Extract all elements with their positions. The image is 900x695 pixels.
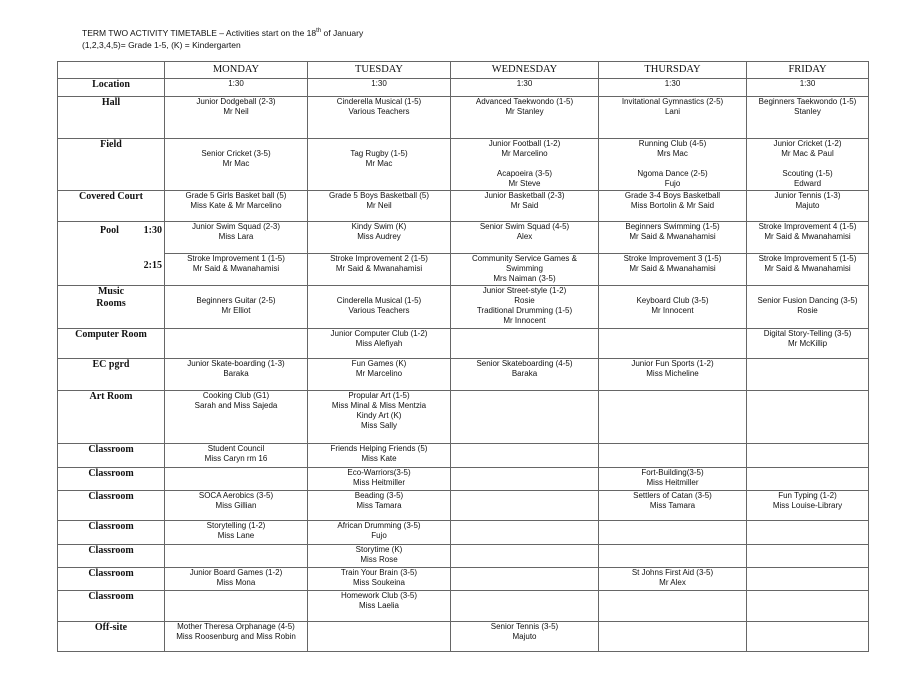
activity-cell	[747, 622, 869, 652]
activity-cell	[451, 568, 599, 591]
day-header-tuesday: TUESDAY	[308, 62, 451, 79]
activity-cell	[599, 254, 747, 286]
location-row	[58, 391, 869, 444]
activity-cell	[451, 591, 599, 622]
activity-detail: Miss Sally	[360, 421, 397, 430]
activity-cell	[165, 222, 308, 254]
activity-name: SOCA Aerobics (3-5)	[198, 491, 274, 500]
activity-name: Beginners Swimming (1-5)	[625, 222, 720, 231]
activity-cell	[165, 468, 308, 491]
activity-detail: Mr Steve	[508, 179, 541, 188]
activity-cell	[747, 444, 869, 468]
location-row	[58, 591, 869, 622]
activity-name	[167, 286, 305, 296]
activity-timetable	[57, 61, 869, 652]
start-time: 1:30	[165, 79, 308, 97]
activity-name	[310, 286, 448, 296]
activity-name: Junior Board Games (1-2)	[189, 568, 283, 577]
activity-name: Cooking Club (G1)	[202, 391, 270, 400]
activity-detail: Miss Roosenburg and Miss Robin	[176, 632, 296, 641]
activity-name: Running Club (4-5)	[638, 139, 707, 148]
activity-cell	[165, 139, 308, 191]
corner-cell	[58, 62, 165, 79]
activity-cell	[599, 622, 747, 652]
activity-cell	[308, 139, 451, 191]
location-row	[58, 622, 869, 652]
location-row	[58, 97, 869, 139]
activity-cell	[451, 391, 599, 444]
activity-cell	[165, 622, 308, 652]
activity-cell	[308, 329, 451, 359]
activity-detail: Miss Kate & Mr Marcelino	[190, 201, 282, 210]
activity-cell	[599, 191, 747, 222]
activity-name: Fort-Building(3-5)	[641, 468, 704, 477]
activity-detail: Swimming	[506, 264, 543, 273]
activity-detail: Miss Heitmiller	[646, 478, 699, 487]
activity-name: Junior Street-style (1-2)	[482, 286, 567, 295]
activity-cell	[451, 329, 599, 359]
activity-cell	[747, 591, 869, 622]
activity-name: Beading (3-5)	[354, 491, 404, 500]
location-time-row	[58, 79, 869, 97]
activity-detail	[749, 159, 866, 169]
activity-name: Junior Tennis (1-3)	[774, 191, 841, 200]
activity-cell	[308, 254, 451, 286]
activity-detail: Miss Tamara	[356, 501, 402, 510]
activity-name: Stroke Improvement 2 (1-5)	[330, 254, 428, 263]
activity-cell	[308, 191, 451, 222]
activity-cell	[308, 521, 451, 545]
activity-detail: Mr Innocent	[651, 306, 694, 315]
location-label: Art Room	[58, 391, 165, 444]
activity-name	[167, 139, 305, 149]
activity-cell	[308, 359, 451, 391]
activity-cell	[165, 521, 308, 545]
activity-cell	[599, 139, 747, 191]
activity-name: Junior Basketball (2-3)	[484, 191, 565, 200]
activity-name: Advanced Taekwondo (1-5)	[475, 97, 574, 106]
activity-cell	[308, 622, 451, 652]
activity-name: Student Council	[207, 444, 265, 453]
activity-detail: Mr Stanley	[505, 107, 544, 116]
activity-detail: Mr Marcelino	[355, 369, 403, 378]
activity-detail: Miss Bortolin & Mr Said	[630, 201, 715, 210]
start-time: 1:30	[308, 79, 451, 97]
activity-name: Kindy Swim (K)	[351, 222, 407, 231]
activity-cell	[747, 191, 869, 222]
activity-cell	[599, 391, 747, 444]
activity-cell	[165, 254, 308, 286]
activity-detail: Mr Elliot	[221, 306, 251, 315]
activity-detail: Mr Said & Mwanahamisi	[192, 264, 280, 273]
activity-cell	[165, 391, 308, 444]
activity-name: Stroke Improvement 1 (1-5)	[187, 254, 285, 263]
activity-detail: Miss Audrey	[357, 232, 401, 241]
activity-detail: Miss Laelia	[358, 601, 399, 610]
activity-detail: Scouting (1-5)	[782, 169, 833, 178]
activity-name: Junior Swim Squad (2-3)	[191, 222, 281, 231]
activity-detail: Miss Kate	[361, 454, 397, 463]
pool-session-time: 1:30	[143, 225, 162, 236]
activity-cell	[747, 468, 869, 491]
activity-cell	[451, 139, 599, 191]
location-row	[58, 468, 869, 491]
activity-detail: Miss Tamara	[649, 501, 696, 510]
activity-detail: Miss Rose	[360, 555, 398, 564]
location-label: Classroom	[58, 568, 165, 591]
location-row	[58, 444, 869, 468]
activity-detail: Mrs Mac	[657, 149, 688, 158]
activity-cell	[747, 254, 869, 286]
activity-cell	[599, 521, 747, 545]
activity-cell	[165, 97, 308, 139]
activity-name: Cinderella Musical (1-5)	[336, 97, 422, 106]
activity-detail: Kindy Art (K)	[356, 411, 402, 420]
activity-cell	[451, 359, 599, 391]
activity-detail: Stanley	[794, 107, 821, 116]
start-time: 1:30	[451, 79, 599, 97]
activity-cell	[308, 545, 451, 568]
location-label: Off-site	[58, 622, 165, 652]
activity-cell	[165, 359, 308, 391]
location-label: Classroom	[58, 468, 165, 491]
activity-cell	[308, 568, 451, 591]
activity-cell	[165, 286, 308, 329]
pool-session-time: 2:15	[143, 260, 162, 271]
location-label-pool	[58, 222, 165, 286]
activity-detail: Ngoma Dance (2-5)	[637, 169, 708, 178]
activity-detail: Cinderella Musical (1-5)	[336, 296, 422, 305]
activity-detail: Mr Mac	[365, 159, 393, 168]
activity-detail: Mr Said	[510, 201, 539, 210]
activity-cell	[308, 222, 451, 254]
activity-cell	[747, 391, 869, 444]
activity-cell	[599, 591, 747, 622]
activity-detail: Mr Said & Mwanahamisi	[764, 232, 851, 241]
activity-detail: Miss Mona	[216, 578, 256, 587]
activity-name: Grade 3-4 Boys Basketball	[624, 191, 721, 200]
activity-detail: Mr Said & Mwanahamisi	[629, 232, 716, 241]
activity-detail: Lani	[664, 107, 681, 116]
activity-cell	[308, 591, 451, 622]
activity-cell	[599, 444, 747, 468]
activity-cell	[165, 491, 308, 521]
activity-cell	[308, 444, 451, 468]
activity-cell	[599, 286, 747, 329]
activity-name: Fun Games (K)	[351, 359, 407, 368]
activity-name: St Johns First Aid (3-5)	[631, 568, 714, 577]
grade-legend: (1,2,3,4,5)= Grade 1-5, (K) = Kindergarten	[82, 40, 241, 50]
activity-cell	[747, 521, 869, 545]
day-header-monday: MONDAY	[165, 62, 308, 79]
activity-detail: Majuto	[512, 632, 537, 641]
activity-cell	[599, 97, 747, 139]
activity-cell	[599, 491, 747, 521]
activity-cell	[747, 491, 869, 521]
activity-cell	[451, 286, 599, 329]
activity-detail: Miss Gillian	[215, 501, 257, 510]
location-row	[58, 521, 869, 545]
location-label: Hall	[58, 97, 165, 139]
activity-detail: Miss Lara	[218, 232, 254, 241]
activity-name: Junior Skate-boarding (1-3)	[187, 359, 285, 368]
activity-name: Settlers of Catan (3-5)	[633, 491, 712, 500]
activity-detail: Fujo	[664, 179, 681, 188]
location-label: Classroom	[58, 444, 165, 468]
activity-detail: Sarah and Miss Sajeda	[194, 401, 278, 410]
activity-name: Junior Computer Club (1-2)	[330, 329, 428, 338]
location-label: Music Rooms	[58, 286, 165, 329]
activity-detail: Edward	[793, 179, 822, 188]
activity-cell	[747, 222, 869, 254]
start-time: 1:30	[747, 79, 869, 97]
activity-cell	[165, 444, 308, 468]
activity-name: Community Service Games &	[472, 254, 577, 263]
activity-cell	[165, 568, 308, 591]
location-label: Computer Room	[58, 329, 165, 359]
activity-detail: Baraka	[223, 369, 249, 378]
activity-name: Junior Fun Sports (1-2)	[631, 359, 714, 368]
activity-cell	[165, 545, 308, 568]
activity-detail: Keyboard Club (3-5)	[636, 296, 709, 305]
activity-name: Storytelling (1-2)	[206, 521, 266, 530]
activity-detail: Various Teachers	[348, 107, 410, 116]
activity-cell	[599, 545, 747, 568]
activity-detail: Miss Caryn rm 16	[204, 454, 268, 463]
activity-detail: Miss Micheline	[646, 369, 699, 378]
activity-cell	[599, 329, 747, 359]
activity-detail: Miss Alefiyah	[355, 339, 403, 348]
activity-name: Junior Football (1-2)	[488, 139, 561, 148]
activity-detail: Mr McKillip	[787, 339, 828, 348]
timetable-body	[58, 97, 869, 652]
activity-detail: Mr Alex	[659, 578, 686, 587]
location-row	[58, 191, 869, 222]
activity-detail: Miss Minal & Miss Mentzia	[331, 401, 427, 410]
activity-cell	[451, 468, 599, 491]
activity-detail: Fujo	[371, 531, 387, 540]
activity-name: Friends Helping Friends (5)	[330, 444, 428, 453]
activity-cell	[599, 222, 747, 254]
activity-name: Digital Story-Telling (3-5)	[763, 329, 852, 338]
activity-cell	[308, 97, 451, 139]
activity-cell	[451, 491, 599, 521]
activity-cell	[599, 468, 747, 491]
day-header-thursday: THURSDAY	[599, 62, 747, 79]
activity-detail: Senior Fusion Dancing (3-5)	[757, 296, 858, 305]
activity-cell	[451, 622, 599, 652]
activity-name: Eco-Warriors(3-5)	[347, 468, 411, 477]
activity-detail: Mr Said & Mwanahamisi	[764, 264, 851, 273]
activity-name: Junior Cricket (1-2)	[773, 139, 842, 148]
location-label: Covered Court	[58, 191, 165, 222]
activity-cell	[308, 391, 451, 444]
day-header-wednesday: WEDNESDAY	[451, 62, 599, 79]
location-row	[58, 491, 869, 521]
activity-name: Fun Typing (1-2)	[778, 491, 837, 500]
activity-detail: Traditional Drumming (1-5)	[476, 306, 573, 315]
activity-name: Beginners Taekwondo (1-5)	[758, 97, 857, 106]
location-row	[58, 139, 869, 191]
location-label: Classroom	[58, 545, 165, 568]
activity-cell	[451, 444, 599, 468]
location-row	[58, 568, 869, 591]
location-label: Classroom	[58, 521, 165, 545]
activity-detail: Various Teachers	[348, 306, 410, 315]
activity-name: Mother Theresa Orphanage (4-5)	[177, 622, 295, 631]
activity-detail: Miss Heitmiller	[353, 478, 405, 487]
activity-detail	[453, 159, 596, 169]
start-time: 1:30	[599, 79, 747, 97]
location-header: Location	[58, 79, 165, 97]
activity-cell	[451, 97, 599, 139]
activity-cell	[165, 191, 308, 222]
day-header-friday: FRIDAY	[747, 62, 869, 79]
activity-name	[601, 286, 744, 296]
location-row	[58, 359, 869, 391]
activity-detail: Miss Louise-Library	[772, 501, 843, 510]
activity-name: African Drumming (3-5)	[337, 521, 421, 530]
location-row	[58, 286, 869, 329]
location-row	[58, 222, 869, 254]
activity-name	[749, 286, 866, 296]
location-label: Classroom	[58, 491, 165, 521]
activity-name: Junior Dodgeball (2-3)	[196, 97, 276, 106]
activity-cell	[451, 545, 599, 568]
activity-detail: Beginners Guitar (2-5)	[196, 296, 276, 305]
activity-detail: Tag Rugby (1-5)	[350, 149, 408, 158]
activity-name: Train Your Brain (3-5)	[340, 568, 418, 577]
activity-name: Invitational Gymnastics (2-5)	[621, 97, 724, 106]
activity-name: Homework Club (3-5)	[340, 591, 418, 600]
activity-cell	[308, 491, 451, 521]
activity-name: Senior Swim Squad (4-5)	[479, 222, 570, 231]
activity-cell	[747, 286, 869, 329]
activity-detail: Alex	[516, 232, 533, 241]
location-label: EC pgrd	[58, 359, 165, 391]
activity-name: Stroke Improvement 3 (1-5)	[623, 254, 722, 263]
location-row	[58, 545, 869, 568]
activity-detail: Mr Marcelino	[501, 149, 548, 158]
activity-cell	[747, 359, 869, 391]
location-row	[58, 329, 869, 359]
day-header-row	[58, 62, 869, 79]
location-row	[58, 254, 869, 286]
activity-detail: Baraka	[511, 369, 538, 378]
activity-detail: Majuto	[795, 201, 820, 210]
activity-detail: Rosie	[797, 306, 818, 315]
activity-detail: Miss Soukeina	[352, 578, 406, 587]
activity-detail: Miss Lane	[217, 531, 255, 540]
activity-name: Grade 5 Girls Basket ball (5)	[185, 191, 287, 200]
page-title: TERM TWO ACTIVITY TIMETABLE – Activities start on the 18th of January	[82, 28, 364, 38]
location-label: Classroom	[58, 591, 165, 622]
activity-cell	[599, 359, 747, 391]
activity-cell	[451, 191, 599, 222]
activity-name: Grade 5 Boys Basketball (5)	[328, 191, 430, 200]
activity-cell	[747, 545, 869, 568]
activity-detail: Mr Mac & Paul	[781, 149, 834, 158]
activity-cell	[451, 521, 599, 545]
activity-detail: Mr Said & Mwanahamisi	[335, 264, 423, 273]
activity-name	[310, 139, 448, 149]
activity-detail: Mrs Naiman (3-5)	[493, 274, 556, 283]
activity-cell	[747, 329, 869, 359]
activity-detail: Mr Innocent	[503, 316, 546, 325]
activity-cell	[747, 97, 869, 139]
activity-name: Senior Skateboarding (4-5)	[476, 359, 573, 368]
activity-detail: Mr Said & Mwanahamisi	[629, 264, 716, 273]
activity-cell	[451, 254, 599, 286]
activity-detail: Acapoeira (3-5)	[496, 169, 553, 178]
activity-detail: Senior Cricket (3-5)	[201, 149, 271, 158]
activity-cell	[599, 568, 747, 591]
activity-cell	[308, 468, 451, 491]
activity-cell	[165, 591, 308, 622]
activity-cell	[308, 286, 451, 329]
activity-name: Stroke Improvement 5 (1-5)	[758, 254, 857, 263]
activity-detail: Rosie	[514, 296, 535, 305]
activity-cell	[747, 139, 869, 191]
activity-name: Stroke Improvement 4 (1-5)	[758, 222, 857, 231]
activity-detail	[601, 159, 744, 169]
activity-detail: Mr Neil	[223, 107, 249, 116]
activity-detail: Mr Mac	[222, 159, 250, 168]
activity-name: Propular Art (1-5)	[348, 391, 410, 400]
location-name: Pool	[100, 225, 119, 236]
activity-name: Senior Tennis (3-5)	[490, 622, 559, 631]
activity-cell	[747, 568, 869, 591]
activity-name: Storytime (K)	[355, 545, 403, 554]
activity-cell	[165, 329, 308, 359]
activity-detail: Mr Neil	[366, 201, 392, 210]
activity-cell	[451, 222, 599, 254]
location-label: Field	[58, 139, 165, 191]
